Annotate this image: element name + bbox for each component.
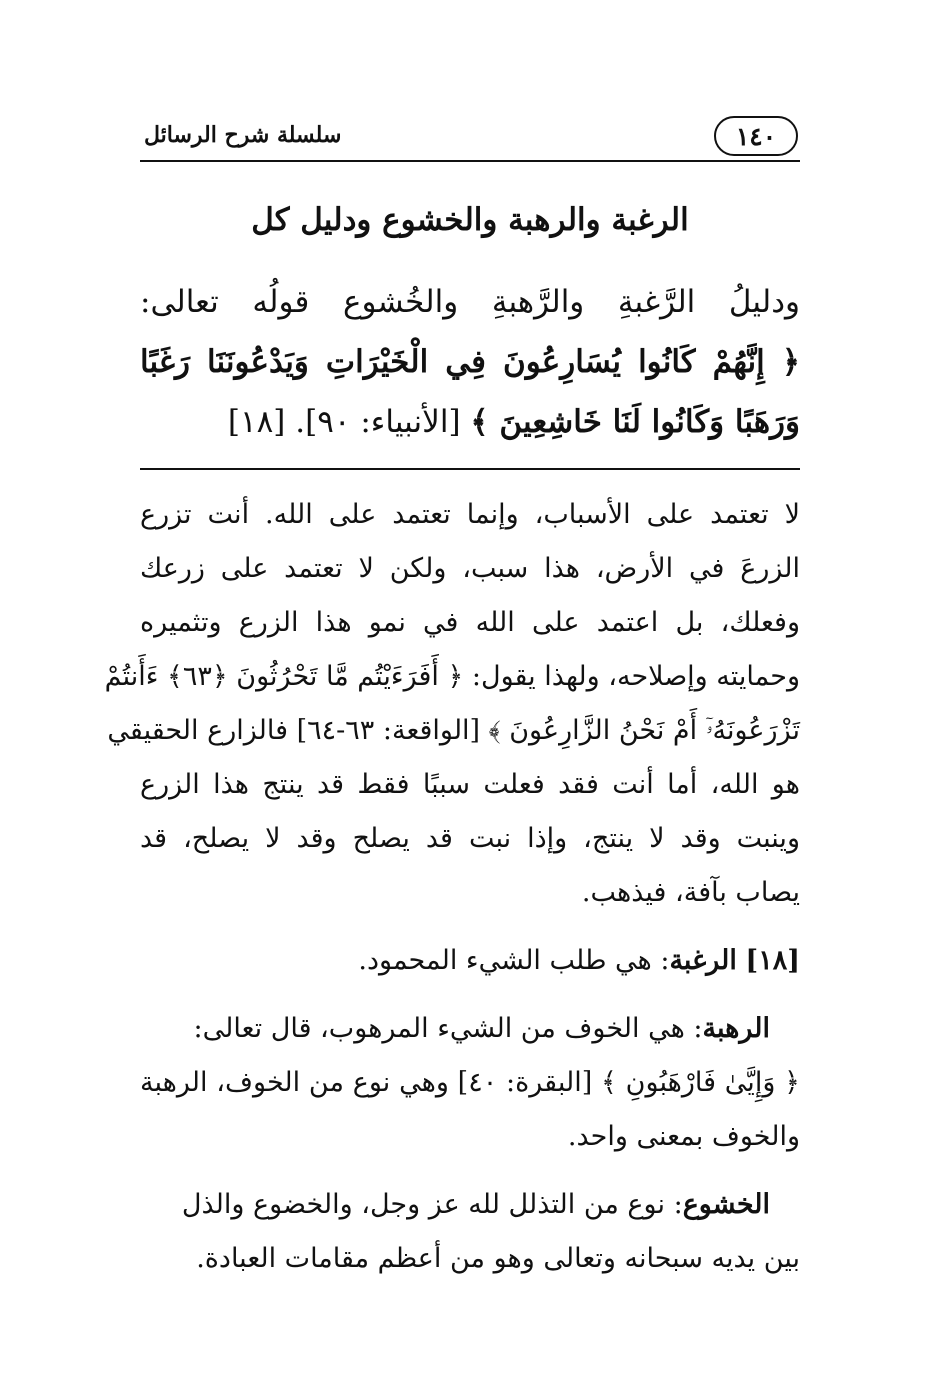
commentary-line: وينبت وقد لا ينتج، وإذا نبت قد يصلح وقد لا يصلح، قد [140,823,800,854]
paragraph-gap [140,1164,800,1178]
matn-block [140,272,800,452]
series-title: سلسلة شرح الرسائل [144,122,342,148]
commentary-line: والخوف بمعنى واحد. [567,1121,800,1152]
term-khushu: الخشوع [682,1189,770,1220]
matn-line [140,392,800,452]
note-reference: [١٨] [745,945,800,976]
commentary-line: ﴿ وَإِيَّىٰ فَارْهَبُونِ ﴾ [البقرة: ٤٠] وهي نوع من الخوف، الرهبة [140,1067,800,1098]
chapter-title: الرغبة والرهبة والخشوع ودليل كل [251,202,689,238]
definition-text: : هي الخوف من الشيء المرهوب، قال تعالى: [193,1013,703,1044]
definition-text: : نوع من التذلل لله عز وجل، والخضوع والذل [181,1189,683,1220]
commentary-line: لا تعتمد على الأسباب، وإنما تعتمد على الله. أنت تزرع [140,499,800,530]
separator-rule [140,468,800,470]
term-rahba: الرهبة [702,1013,770,1044]
quran-verse: وَرَهَبًا وَكَانُوا لَنَا خَاشِعِينَ ﴾ [470,404,800,440]
commentary-line: تَزْرَعُونَهُۥٓ أَمْ نَحْنُ الزَّارِعُونَ ﴾ [الواقعة: ٦٣-٦٤] فالزارع الحقيقي [107,715,800,746]
page-header [140,108,800,162]
commentary-line: هو الله، أما أنت فقد فعلت سببًا فقط قد ينتج هذا الزرع [140,769,800,800]
commentary-line: يصاب بآفة، فيذهب. [581,877,800,908]
matn-line: ودليلُ الرَّغبةِ والرَّهبةِ والخُشوع قولُه تعالى: [140,284,800,320]
commentary-block [104,488,800,1286]
commentary-line: الزرعَ في الأرض، هذا سبب، ولكن لا تعتمد على زرعك [140,553,800,584]
header-rule [140,160,800,162]
verse-reference: [الأنبياء: ٩٠]. [١٨] [227,404,461,440]
term-raghba: الرغبة [669,945,737,976]
commentary-line: وحمايته وإصلاحه، ولهذا يقول: ﴿ أَفَرَءَيْتُم مَّا تَحْرُثُونَ ﴿٦٣﴾ ءَأَنتُمْ [104,661,800,692]
commentary-line: بين يديه سبحانه وتعالى وهو من أعظم مقامات العبادة. [196,1243,800,1274]
paragraph-gap [140,920,800,934]
quran-verse: ﴿ إِنَّهُمْ كَانُوا يُسَارِعُونَ فِي الْخَيْرَاتِ وَيَدْعُونَنَا رَغَبًا [140,344,800,380]
commentary-line: وفعلك، بل اعتمد على الله في نمو هذا الزرع وتثميره [140,607,800,638]
definition-raghba [140,934,800,988]
definition-khushu [140,1178,800,1232]
page-number: ١٤٠ [714,116,798,156]
definition-text: : هي طلب الشيء المحمود. [358,945,670,976]
definition-rahba [140,1002,800,1056]
paragraph-gap [140,988,800,1002]
